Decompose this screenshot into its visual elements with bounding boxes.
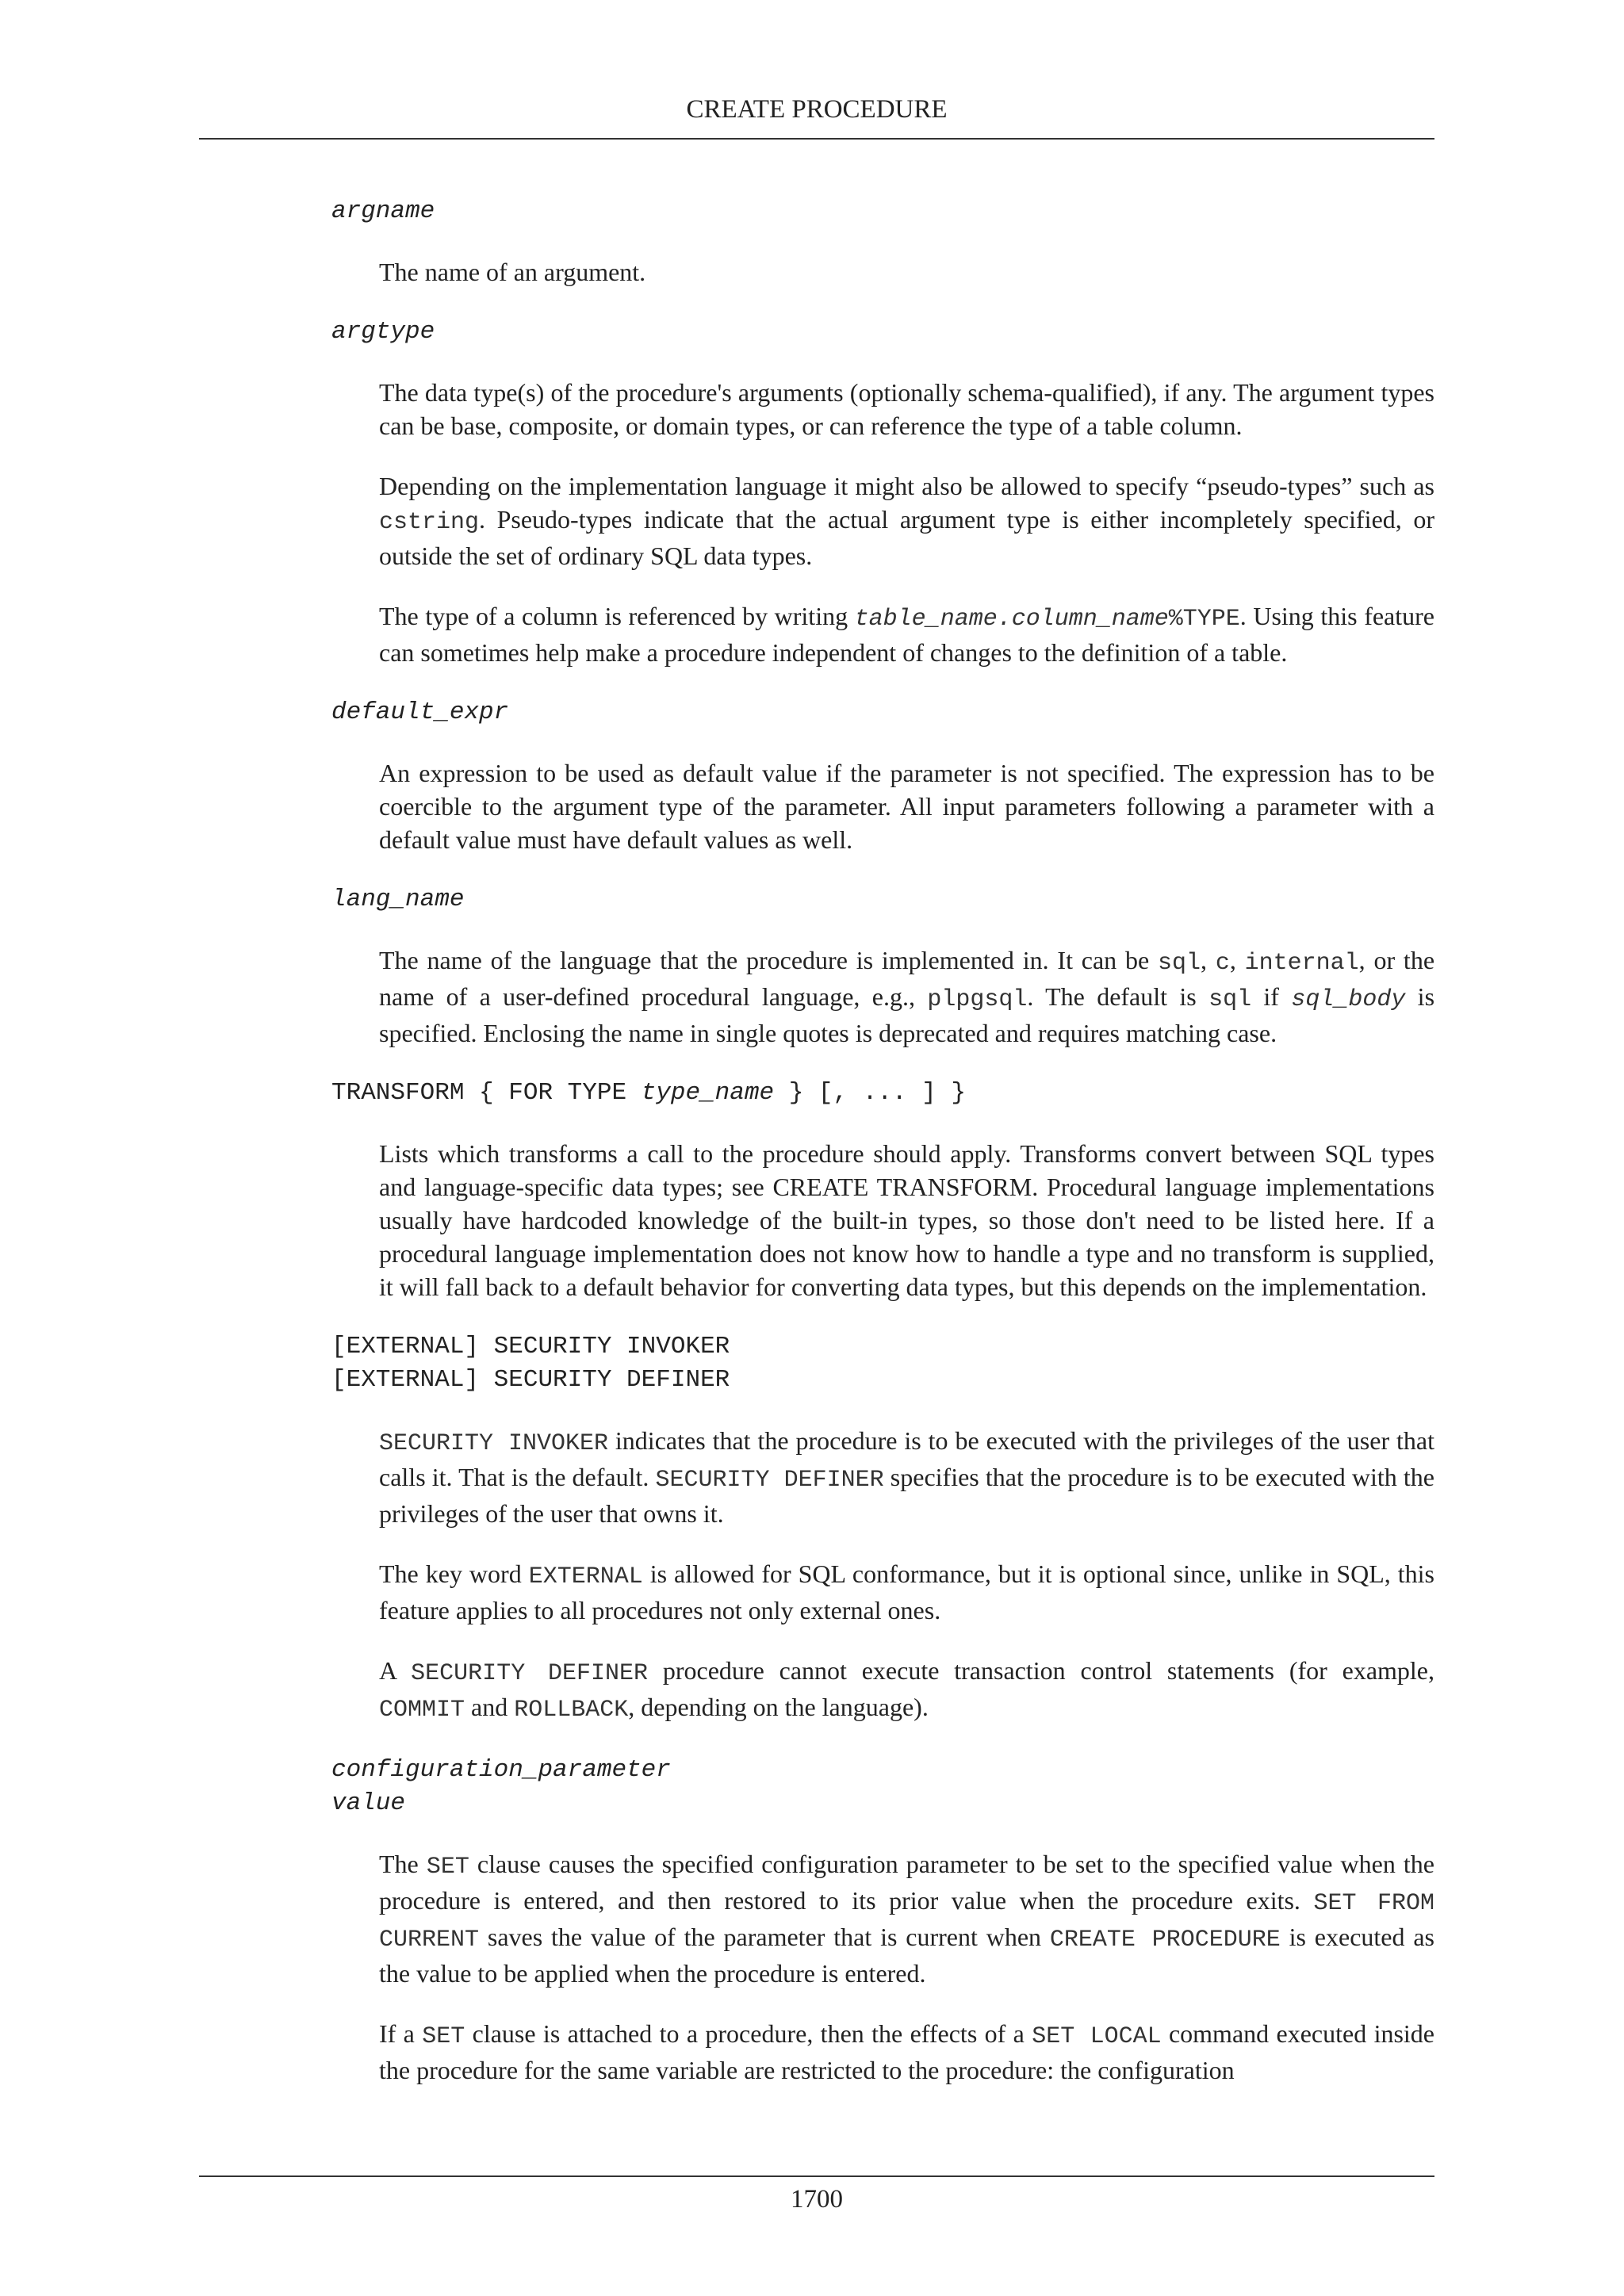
page-number: 1700 — [791, 2185, 843, 2214]
definition-default-expr — [379, 756, 1434, 856]
inline-code: SECURITY DEFINER — [411, 1660, 649, 1687]
inline-code: sql — [1208, 986, 1252, 1013]
inline-code: SET LOCAL — [1032, 2023, 1162, 2050]
term-security-invoker: [EXTERNAL] SECURITY INVOKER — [331, 1333, 730, 1360]
inline-code: SECURITY DEFINER — [655, 1467, 884, 1494]
inline-code: SET — [426, 1854, 469, 1881]
inline-code-replaceable: table_name.column_name — [854, 606, 1169, 633]
term-value: value — [331, 1789, 406, 1817]
paragraph: A SECURITY DEFINER procedure cannot execute transaction control statements (for example, COMMIT and ROLLBACK, depending on the language). — [379, 1656, 1435, 1724]
paragraph: The name of an argument. — [379, 258, 646, 286]
term-argname: argname — [331, 197, 435, 225]
inline-code: %TYPE — [1168, 606, 1240, 633]
definition-lang-name — [379, 943, 1434, 1050]
inline-code: SECURITY INVOKER — [379, 1430, 608, 1457]
definition-argname — [379, 255, 1434, 289]
header-rule — [199, 138, 1434, 140]
definition-transform — [379, 1137, 1434, 1303]
paragraph: The name of the language that the procedure is implemented in. It can be sql, c, internal, or the name of a user-defined procedural language, e.g., plpgsql. The default is sql if sql_body is specified. Enclosing the name in single quotes is deprecated and requires matching case. — [379, 946, 1435, 1047]
paragraph: The data type(s) of the procedure's arguments (optionally schema-qualified), if any. The argument types can be base, composite, or domain types, or can reference the type of a table column. — [379, 378, 1434, 440]
term-argtype: argtype — [331, 318, 435, 346]
definition-configuration — [379, 1847, 1434, 2087]
footer-rule — [199, 2175, 1434, 2177]
paragraph: An expression to be used as default value if the parameter is not specified. The expression has to be coercible to the argument type of the parameter. All input parameters following a parameter with a default value must have default values as well. — [379, 759, 1434, 854]
paragraph: Depending on the implementation language it might also be allowed to specify “pseudo-types” such as cstring. Pseudo-types indicate that the actual argument type is either incompletely specified, or outside the set of ordinary SQL data types. — [379, 472, 1434, 570]
inline-code: plpgsql — [927, 986, 1028, 1013]
inline-code: sql — [1157, 950, 1201, 977]
paragraph: The SET clause causes the specified configuration parameter to be set to the specified value when the procedure is entered, and then restored to its prior value when the procedure exits. SET FROM CURRENT saves the value of the parameter that is current when CREATE PROCEDURE is executed as the value to be applied when the procedure is entered. — [379, 1850, 1435, 1988]
paragraph: The type of a column is referenced by writing table_name.column_name%TYPE. Using this feature can sometimes help make a procedure independent of changes to the definition of a table. — [379, 602, 1435, 667]
inline-code: SET FROM CURRENT — [379, 1890, 1434, 1954]
definition-security — [379, 1424, 1434, 1727]
term-default-expr: default_expr — [331, 698, 509, 726]
inline-code: internal — [1244, 950, 1359, 977]
term-transform: TRANSFORM { FOR TYPE type_name } [, ... ] } — [331, 1079, 966, 1107]
term-lang-name: lang_name — [331, 886, 465, 913]
paragraph: The key word EXTERNAL is allowed for SQL conformance, but it is optional since, unlike in SQL, this feature applies to all procedures not only external ones. — [379, 1559, 1435, 1624]
inline-code: cstring — [379, 509, 480, 536]
term-security-definer: [EXTERNAL] SECURITY DEFINER — [331, 1366, 730, 1394]
inline-code: SET — [422, 2023, 465, 2050]
term-configuration-parameter: configuration_parameter — [331, 1756, 671, 1784]
parameter-list — [331, 195, 1434, 2114]
inline-code-replaceable: sql_body — [1291, 986, 1406, 1013]
inline-code: COMMIT — [379, 1697, 465, 1724]
paragraph: If a SET clause is attached to a procedure, then the effects of a SET LOCAL command executed inside the procedure for the same variable are restricted to the procedure: the configuration — [379, 2019, 1434, 2084]
definition-argtype — [379, 376, 1434, 669]
paragraph: SECURITY INVOKER indicates that the procedure is to be executed with the privileges of the user that calls it. That is the default. SECURITY DEFINER specifies that the procedure is to be executed with the privileges of the user that owns it. — [379, 1426, 1435, 1528]
running-header: CREATE PROCEDURE — [686, 95, 948, 124]
inline-code: CREATE PROCEDURE — [1049, 1927, 1281, 1954]
inline-code: ROLLBACK — [514, 1697, 629, 1724]
inline-code: EXTERNAL — [528, 1563, 643, 1590]
inline-code: c — [1215, 950, 1230, 977]
paragraph: Lists which transforms a call to the procedure should apply. Transforms convert between SQL types and language-specific data types; see CREATE TRANSFORM. Procedural language implementations usually have hardcoded knowledge of the built-in types, so those don't need to be listed here. If a procedural language implementation does not know how to handle a type and no transform is supplied, it will fall back to a default behavior for converting data types, but this depends on the implementation. — [379, 1139, 1434, 1301]
